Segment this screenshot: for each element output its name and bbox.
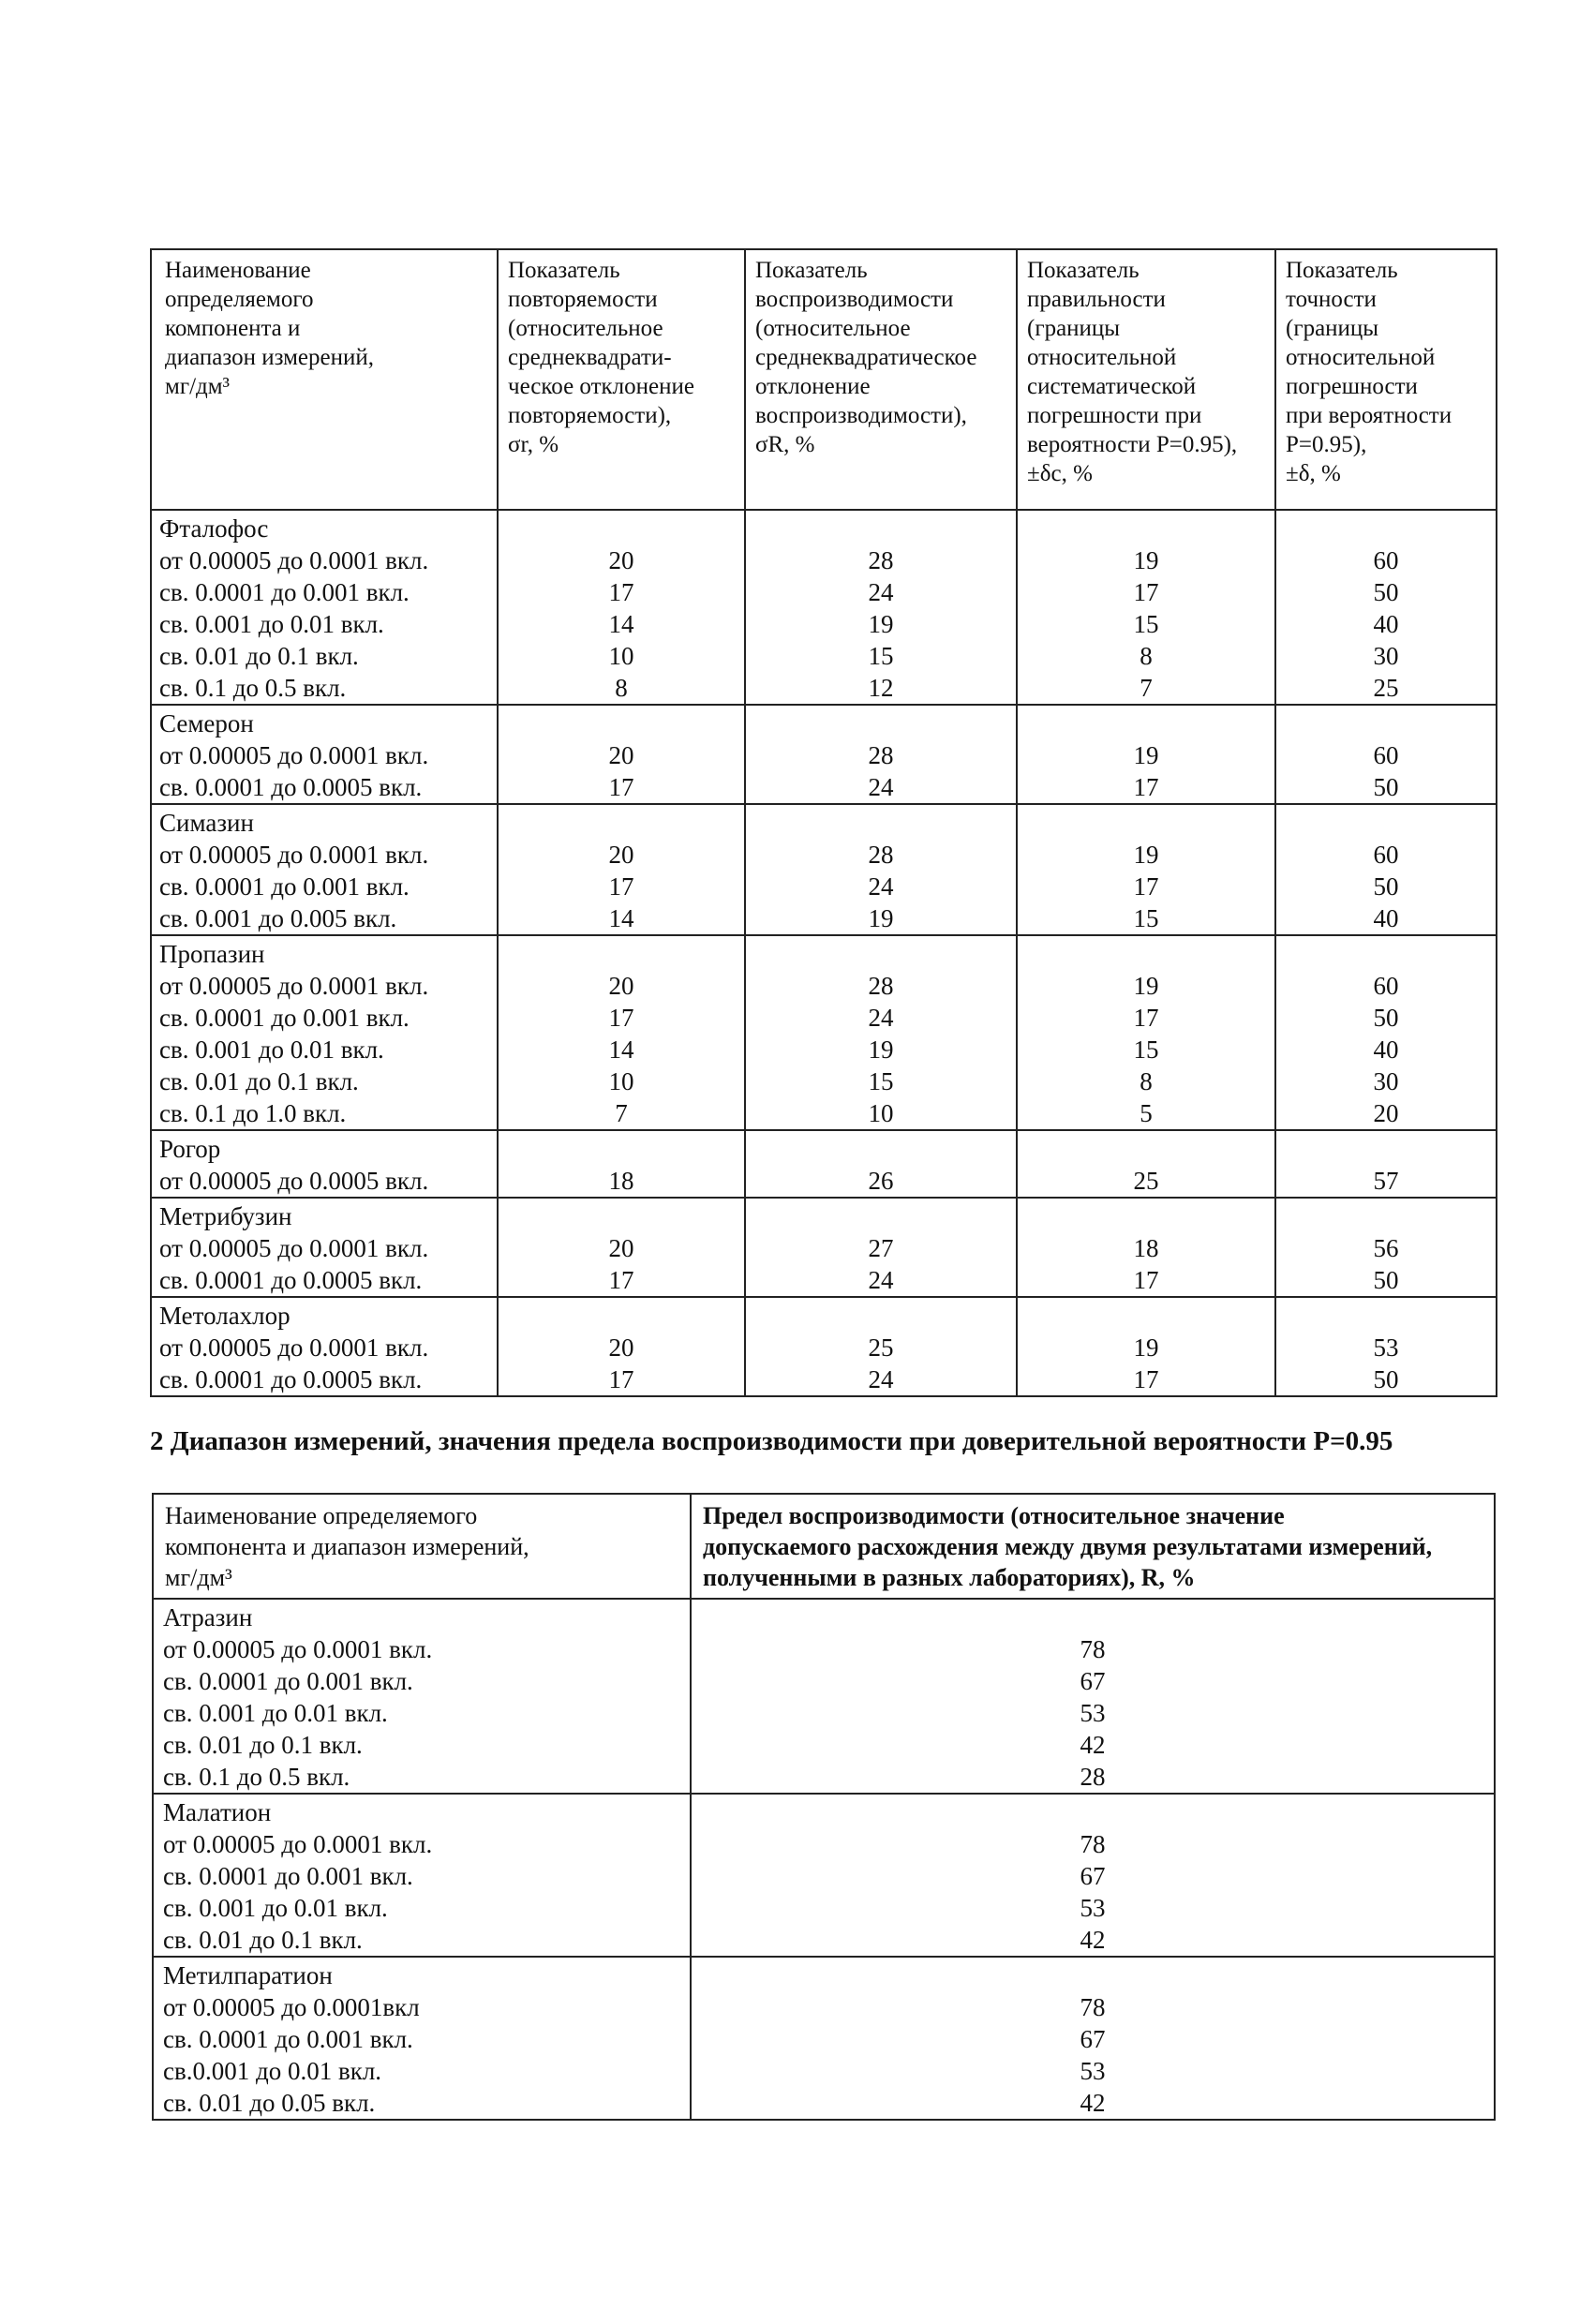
component-cell <box>151 1297 498 1396</box>
range-label: св. 0.01 до 0.1 вкл. <box>163 1926 363 1954</box>
value: 18 <box>1133 1234 1159 1262</box>
value: 53 <box>1080 1894 1106 1922</box>
value: 25 <box>1133 1167 1159 1195</box>
range-label: св. 0.0001 до 0.001 вкл. <box>163 2025 413 2053</box>
value-column <box>1276 805 1496 934</box>
spacer <box>746 938 1016 970</box>
value: 67 <box>1080 2025 1106 2053</box>
range-label: от 0.00005 до 0.0001 вкл. <box>163 1635 433 1663</box>
metrology-table <box>150 248 1497 1397</box>
range-label: св. 0.0001 до 0.0005 вкл. <box>159 773 423 801</box>
value-cell <box>691 1957 1495 2120</box>
range-label: от 0.00005 до 0.0001 вкл. <box>159 1333 429 1362</box>
range-label: св. 0.0001 до 0.001 вкл. <box>163 1862 413 1890</box>
value: 28 <box>868 972 894 1000</box>
spacer <box>499 938 744 970</box>
component-cell <box>151 705 498 804</box>
range-label: от 0.00005 до 0.0005 вкл. <box>159 1167 429 1195</box>
table-group-row <box>151 804 1497 935</box>
value: 24 <box>868 578 894 606</box>
value-column <box>499 706 744 803</box>
value-cell <box>1017 1297 1275 1396</box>
value-cell <box>1017 804 1275 935</box>
value: 42 <box>1080 1926 1106 1954</box>
range-label: св. 0.0001 до 0.0005 вкл. <box>159 1266 423 1294</box>
value-column <box>746 1131 1016 1197</box>
range-label: св. 0.01 до 0.05 вкл. <box>163 2089 376 2117</box>
value: 30 <box>1373 642 1399 670</box>
table-header-row <box>151 249 1497 510</box>
value: 24 <box>868 1365 894 1393</box>
range-label: св. 0.0001 до 0.001 вкл. <box>159 872 410 901</box>
spacer <box>746 1200 1016 1232</box>
table-group-row <box>153 1599 1495 1794</box>
range-label: св. 0.01 до 0.1 вкл. <box>159 642 359 670</box>
range-label: св. 0.1 до 0.5 вкл. <box>159 674 347 702</box>
value: 42 <box>1080 2089 1106 2117</box>
value: 19 <box>868 1035 894 1064</box>
range-list <box>152 1199 497 1296</box>
value-cell <box>691 1794 1495 1957</box>
value: 17 <box>608 1365 634 1393</box>
value: 50 <box>1373 872 1399 901</box>
value: 17 <box>1133 1266 1159 1294</box>
spacer <box>746 1133 1016 1165</box>
component-name: Метилпаратион <box>163 1961 333 1989</box>
value: 50 <box>1373 1365 1399 1393</box>
value: 10 <box>608 642 634 670</box>
value: 10 <box>868 1099 894 1127</box>
component-name: Метолахлор <box>159 1302 290 1330</box>
value-cell <box>745 1130 1017 1198</box>
value-cell <box>1275 804 1497 935</box>
component-cell <box>151 1130 498 1198</box>
spacer <box>1018 1133 1274 1165</box>
value-cell <box>1275 510 1497 705</box>
range-label: св. 0.01 до 0.1 вкл. <box>159 1067 359 1095</box>
component-name: Пропазин <box>159 940 265 968</box>
header-accuracy: Показатель точности (границы относительной погрешности при вероятности Р=0.95), ±δ, % <box>1275 249 1497 510</box>
component-name: Метрибузин <box>159 1202 292 1230</box>
value-column <box>746 1199 1016 1296</box>
range-list <box>152 1298 497 1395</box>
value-column <box>499 1131 744 1197</box>
value-cell <box>1017 510 1275 705</box>
range-list <box>154 1600 690 1793</box>
value: 17 <box>1133 1365 1159 1393</box>
component-cell <box>151 804 498 935</box>
value: 12 <box>868 674 894 702</box>
spacer <box>692 1601 1494 1633</box>
value-column <box>1018 1199 1274 1296</box>
spacer <box>499 708 744 739</box>
spacer <box>1276 1300 1496 1332</box>
table-group-row <box>153 1794 1495 1957</box>
spacer <box>1276 1133 1496 1165</box>
value: 19 <box>1133 741 1159 769</box>
component-cell <box>153 1599 691 1794</box>
value-cell <box>745 804 1017 935</box>
spacer <box>499 807 744 839</box>
spacer <box>1018 708 1274 739</box>
value-column <box>499 1199 744 1296</box>
value-cell <box>498 1130 745 1198</box>
range-label: св. 0.0001 до 0.001 вкл. <box>163 1667 413 1695</box>
table-group-row <box>151 1198 1497 1297</box>
component-cell <box>151 935 498 1130</box>
value: 19 <box>1133 1333 1159 1362</box>
range-label: св. 0.0001 до 0.001 вкл. <box>159 1004 410 1032</box>
range-list <box>152 936 497 1129</box>
table-group-row <box>151 1130 1497 1198</box>
value-column <box>1276 936 1496 1129</box>
value-cell <box>1275 935 1497 1130</box>
spacer <box>499 1200 744 1232</box>
value-column <box>746 1298 1016 1395</box>
spacer <box>746 807 1016 839</box>
component-name: Атразин <box>163 1603 253 1631</box>
value: 8 <box>1140 642 1153 670</box>
value: 67 <box>1080 1862 1106 1890</box>
value: 17 <box>1133 578 1159 606</box>
component-cell <box>151 510 498 705</box>
spacer <box>746 513 1016 544</box>
component-name: Семерон <box>159 709 254 737</box>
value: 17 <box>1133 773 1159 801</box>
value: 60 <box>1373 741 1399 769</box>
value: 14 <box>608 904 634 932</box>
value: 50 <box>1373 578 1399 606</box>
component-cell <box>153 1957 691 2120</box>
value: 27 <box>868 1234 894 1262</box>
value-column <box>1276 706 1496 803</box>
value-cell <box>1017 1198 1275 1297</box>
value-cell <box>498 705 745 804</box>
value-cell <box>1017 1130 1275 1198</box>
value: 19 <box>868 610 894 638</box>
range-label: от 0.00005 до 0.0001 вкл. <box>159 741 429 769</box>
value-column <box>1018 511 1274 704</box>
value: 20 <box>608 1234 634 1262</box>
value-cell <box>745 510 1017 705</box>
value: 17 <box>608 1266 634 1294</box>
value: 20 <box>608 741 634 769</box>
spacer <box>1276 708 1496 739</box>
value: 53 <box>1080 2057 1106 2085</box>
value-cell <box>1017 935 1275 1130</box>
value: 7 <box>1140 674 1153 702</box>
reproducibility-limit-table <box>152 1493 1496 2121</box>
header-component: Наименование определяемого компонента и диапазон измерений, мг/дм³ <box>151 249 498 510</box>
value-column <box>1018 1131 1274 1197</box>
value: 19 <box>1133 841 1159 869</box>
value: 50 <box>1373 773 1399 801</box>
range-list <box>152 706 497 803</box>
component-name: Симазин <box>159 809 254 837</box>
spacer <box>1276 807 1496 839</box>
spacer <box>692 1796 1494 1828</box>
range-label: от 0.00005 до 0.0001 вкл. <box>159 546 429 574</box>
range-label: св. 0.001 до 0.01 вкл. <box>159 610 384 638</box>
value-cell <box>498 1198 745 1297</box>
table-group-row <box>153 1957 1495 2120</box>
value-column <box>746 936 1016 1129</box>
value: 20 <box>608 972 634 1000</box>
value: 17 <box>608 578 634 606</box>
value: 20 <box>608 1333 634 1362</box>
table-group-row <box>151 510 1497 705</box>
value: 60 <box>1373 546 1399 574</box>
value: 20 <box>608 841 634 869</box>
table-header-row <box>153 1494 1495 1599</box>
value-column <box>1276 511 1496 704</box>
range-label: св. 0.001 до 0.01 вкл. <box>159 1035 384 1064</box>
value: 78 <box>1080 1635 1106 1663</box>
range-label: от 0.00005 до 0.0001 вкл. <box>159 841 429 869</box>
spacer <box>1018 938 1274 970</box>
value: 8 <box>615 674 628 702</box>
value: 42 <box>1080 1731 1106 1759</box>
range-list <box>154 1958 690 2119</box>
value-cell <box>691 1599 1495 1794</box>
range-label: св. 0.0001 до 0.0005 вкл. <box>159 1365 423 1393</box>
spacer <box>746 1300 1016 1332</box>
value-column <box>1276 1131 1496 1197</box>
value-column <box>1018 936 1274 1129</box>
header-reproducibility: Показатель воспроизводимости (относительное среднеквадратическое отклонение воспроизводимости), σR, % <box>745 249 1017 510</box>
value-column <box>499 936 744 1129</box>
value: 17 <box>1133 872 1159 901</box>
component-cell <box>151 1198 498 1297</box>
range-list <box>152 805 497 934</box>
spacer <box>499 1300 744 1332</box>
value: 28 <box>1080 1763 1106 1791</box>
value-cell <box>1275 705 1497 804</box>
spacer <box>692 1959 1494 1991</box>
value: 50 <box>1373 1266 1399 1294</box>
value: 19 <box>1133 546 1159 574</box>
value: 15 <box>868 642 894 670</box>
value-cell <box>745 1297 1017 1396</box>
value-column <box>692 1958 1494 2119</box>
value: 10 <box>608 1067 634 1095</box>
value-cell <box>498 935 745 1130</box>
range-label: св.0.001 до 0.01 вкл. <box>163 2057 382 2085</box>
value-column <box>499 1298 744 1395</box>
value-cell <box>1275 1297 1497 1396</box>
value-column <box>1276 1199 1496 1296</box>
spacer <box>1018 1300 1274 1332</box>
value-column <box>692 1795 1494 1956</box>
range-list <box>152 1131 497 1197</box>
spacer <box>1018 513 1274 544</box>
value: 19 <box>868 904 894 932</box>
component-name: Фталофос <box>159 514 269 543</box>
value: 17 <box>608 1004 634 1032</box>
value-cell <box>498 1297 745 1396</box>
spacer <box>1018 807 1274 839</box>
value: 56 <box>1373 1234 1399 1262</box>
value-cell <box>498 510 745 705</box>
value: 8 <box>1140 1067 1153 1095</box>
range-label: св. 0.1 до 0.5 вкл. <box>163 1763 350 1791</box>
value: 17 <box>608 773 634 801</box>
spacer <box>1276 513 1496 544</box>
range-label: св. 0.0001 до 0.001 вкл. <box>159 578 410 606</box>
value: 19 <box>1133 972 1159 1000</box>
range-label: от 0.00005 до 0.0001 вкл. <box>163 1830 433 1858</box>
value: 53 <box>1373 1333 1399 1362</box>
value: 25 <box>868 1333 894 1362</box>
value-cell <box>1275 1130 1497 1198</box>
value: 25 <box>1373 674 1399 702</box>
value: 15 <box>868 1067 894 1095</box>
value: 26 <box>868 1167 894 1195</box>
value-cell <box>1017 705 1275 804</box>
value-cell <box>745 935 1017 1130</box>
value: 18 <box>608 1167 634 1195</box>
value: 15 <box>1133 904 1159 932</box>
value: 30 <box>1373 1067 1399 1095</box>
value-column <box>499 511 744 704</box>
value: 15 <box>1133 1035 1159 1064</box>
range-label: св. 0.001 до 0.01 вкл. <box>163 1894 388 1922</box>
value: 78 <box>1080 1830 1106 1858</box>
value-cell <box>745 1198 1017 1297</box>
value: 20 <box>1373 1099 1399 1127</box>
value: 17 <box>608 872 634 901</box>
value-column <box>746 511 1016 704</box>
value: 15 <box>1133 610 1159 638</box>
spacer <box>1276 1200 1496 1232</box>
value: 20 <box>608 546 634 574</box>
value: 28 <box>868 841 894 869</box>
value: 17 <box>1133 1004 1159 1032</box>
value: 60 <box>1373 841 1399 869</box>
spacer <box>499 1133 744 1165</box>
table-caption: 2 Диапазон измерений, значения предела воспроизводимости при доверительной вероятности Р=0.95 <box>150 1426 1393 1456</box>
spacer <box>1276 938 1496 970</box>
header-repeatability: Показатель повторяемости (относительное среднеквадрати- ческое отклонение повторяемости), σr, % <box>498 249 745 510</box>
range-label: св. 0.01 до 0.1 вкл. <box>163 1731 363 1759</box>
value: 7 <box>615 1099 628 1127</box>
value: 14 <box>608 1035 634 1064</box>
value: 78 <box>1080 1993 1106 2021</box>
value-cell <box>745 705 1017 804</box>
value-column <box>692 1600 1494 1793</box>
range-label: св. 0.1 до 1.0 вкл. <box>159 1099 347 1127</box>
value-column <box>746 805 1016 934</box>
component-cell <box>153 1794 691 1957</box>
value: 40 <box>1373 1035 1399 1064</box>
component-name: Малатион <box>163 1798 272 1826</box>
value: 24 <box>868 1004 894 1032</box>
value-column <box>1018 706 1274 803</box>
spacer <box>1018 1200 1274 1232</box>
range-list <box>152 511 497 704</box>
header-component: Наименование определяемого компонента и диапазон измерений, мг/дм³ <box>153 1494 691 1599</box>
value-column <box>499 805 744 934</box>
value: 24 <box>868 773 894 801</box>
value: 24 <box>868 1266 894 1294</box>
value-column <box>1018 1298 1274 1395</box>
value: 67 <box>1080 1667 1106 1695</box>
value: 50 <box>1373 1004 1399 1032</box>
value: 60 <box>1373 972 1399 1000</box>
value-column <box>1276 1298 1496 1395</box>
table-group-row <box>151 705 1497 804</box>
value-column <box>746 706 1016 803</box>
range-label: от 0.00005 до 0.0001вкл <box>163 1993 420 2021</box>
value-column <box>1018 805 1274 934</box>
value: 28 <box>868 546 894 574</box>
value: 57 <box>1373 1167 1399 1195</box>
header-reproducibility-limit: Предел воспроизводимости (относительное значение допускаемого расхождения между двумя результатами измерений, полученными в разных лабораториях), R, % <box>691 1494 1495 1599</box>
range-label: от 0.00005 до 0.0001 вкл. <box>159 972 429 1000</box>
value: 40 <box>1373 610 1399 638</box>
range-label: св. 0.001 до 0.01 вкл. <box>163 1699 388 1727</box>
value: 53 <box>1080 1699 1106 1727</box>
value-cell <box>1275 1198 1497 1297</box>
spacer <box>499 513 744 544</box>
header-trueness: Показатель правильности (границы относительной систематической погрешности при вероятности Р=0.95), ±δс, % <box>1017 249 1275 510</box>
table-group-row <box>151 935 1497 1130</box>
value-cell <box>498 804 745 935</box>
table-group-row <box>151 1297 1497 1396</box>
range-list <box>154 1795 690 1956</box>
spacer <box>746 708 1016 739</box>
range-label: от 0.00005 до 0.0001 вкл. <box>159 1234 429 1262</box>
value: 5 <box>1140 1099 1153 1127</box>
component-name: Рогор <box>159 1135 221 1163</box>
value: 40 <box>1373 904 1399 932</box>
value: 24 <box>868 872 894 901</box>
value: 28 <box>868 741 894 769</box>
range-label: св. 0.001 до 0.005 вкл. <box>159 904 397 932</box>
value: 14 <box>608 610 634 638</box>
